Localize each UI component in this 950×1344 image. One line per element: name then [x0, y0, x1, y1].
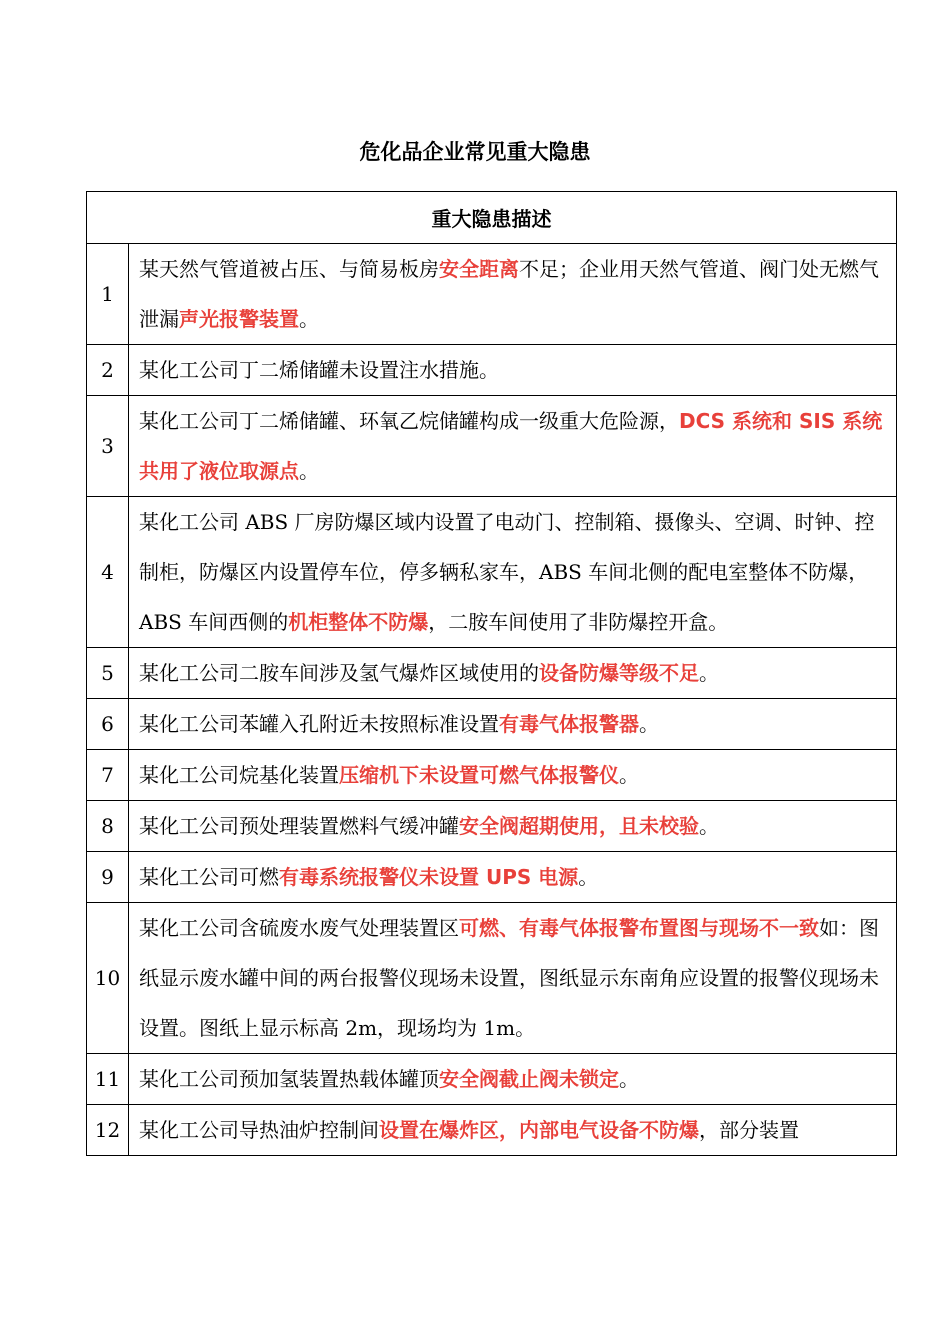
- description-text: 某化工公司导热油炉控制间: [139, 1118, 379, 1142]
- row-number: 6: [87, 699, 129, 750]
- description-text: 。: [619, 763, 639, 787]
- table-body: [87, 244, 897, 1156]
- description-text: 某化工公司丁二烯储罐、环氧乙烷储罐构成一级重大危险源，: [139, 409, 679, 433]
- description-text: 某化工公司烷基化装置: [139, 763, 339, 787]
- description-text: 某化工公司苯罐入孔附近未按照标准设置: [139, 712, 499, 736]
- highlighted-text: 有毒气体报警器: [499, 712, 639, 736]
- table-row: [87, 648, 897, 699]
- row-description: [129, 345, 897, 396]
- description-text: 。: [639, 712, 659, 736]
- highlighted-text: DCS 系统和 SIS 系统共用了液位取源点: [139, 409, 883, 483]
- description-text: 某化工公司预处理装置燃料气缓冲罐: [139, 814, 459, 838]
- highlighted-text: 安全阀超期使用，且未校验: [459, 814, 699, 838]
- description-text: 。: [578, 865, 599, 889]
- highlighted-text: 机柜整体不防爆: [288, 610, 429, 634]
- table-row: [87, 345, 897, 396]
- row-number: 4: [87, 497, 129, 648]
- highlighted-text: 设备防爆等级不足: [539, 661, 699, 685]
- hazard-table: [86, 191, 897, 1156]
- table-row: [87, 1054, 897, 1105]
- table-row: [87, 750, 897, 801]
- description-text: 某化工公司含硫废水废气处理装置区: [139, 916, 459, 940]
- row-description: [129, 244, 897, 345]
- row-number: 11: [87, 1054, 129, 1105]
- description-text: ，二胺车间使用了非防爆控开盒。: [428, 610, 729, 634]
- row-number: 2: [87, 345, 129, 396]
- table-row: [87, 852, 897, 903]
- row-description: [129, 903, 897, 1054]
- highlighted-text: 安全阀截止阀未锁定: [439, 1067, 619, 1091]
- table-row: [87, 801, 897, 852]
- description-text: 。: [699, 661, 719, 685]
- highlighted-text: 安全距离: [439, 257, 519, 281]
- table-row: [87, 497, 897, 648]
- row-description: [129, 852, 897, 903]
- table-row: [87, 699, 897, 750]
- description-text: 某化工公司 ABS 厂房防爆区域内设置了电动门、控制箱、摄像头、空调、时钟、控制柜，防爆区内设置停车位，停多辆私家车，ABS 车间北侧的配电室整体不防爆，ABS 车间西侧的: [139, 510, 875, 634]
- row-number: 10: [87, 903, 129, 1054]
- table-row: [87, 244, 897, 345]
- row-number: 1: [87, 244, 129, 345]
- highlighted-text: 声光报警装置: [179, 307, 299, 331]
- table-row: [87, 396, 897, 497]
- row-description: [129, 1054, 897, 1105]
- description-text: 某化工公司可燃: [139, 865, 279, 889]
- description-text: ，部分装置: [699, 1118, 799, 1142]
- page-title: 危化品企业常见重大隐患: [359, 140, 591, 164]
- description-text: 。: [619, 1067, 639, 1091]
- description-text: 如：图纸显示废水罐中间的两台报警仪现场未设置，图纸显示东南角应设置的报警仪现场未设置。图纸上显示标高 2m，现场均为 1m。: [139, 916, 879, 1040]
- row-description: [129, 801, 897, 852]
- row-number: 3: [87, 396, 129, 497]
- description-text: 。: [699, 814, 719, 838]
- row-description: [129, 750, 897, 801]
- description-text: 某化工公司二胺车间涉及氢气爆炸区域使用的: [139, 661, 539, 685]
- row-description: [129, 648, 897, 699]
- table-row: [87, 1105, 897, 1156]
- table-row: [87, 903, 897, 1054]
- description-text: 某天然气管道被占压、与简易板房: [139, 257, 439, 281]
- row-description: [129, 396, 897, 497]
- row-number: 8: [87, 801, 129, 852]
- row-description: [129, 497, 897, 648]
- highlighted-text: 可燃、有毒气体报警布置图与现场不一致: [459, 916, 819, 940]
- row-number: 5: [87, 648, 129, 699]
- description-text: 。: [299, 459, 319, 483]
- description-text: 某化工公司预加氢装置热载体罐顶: [139, 1067, 439, 1091]
- description-text: 某化工公司丁二烯储罐未设置注水措施。: [139, 358, 499, 382]
- highlighted-text: 有毒系统报警仪未设置 UPS 电源: [279, 865, 579, 889]
- row-description: [129, 699, 897, 750]
- description-text: 。: [299, 307, 319, 331]
- row-number: 12: [87, 1105, 129, 1156]
- row-number: 7: [87, 750, 129, 801]
- description-text: 不足；企业用天然气管道、阀门处无燃气泄漏: [139, 257, 879, 331]
- row-description: [129, 1105, 897, 1156]
- table-header-row: [87, 192, 897, 244]
- highlighted-text: 压缩机下未设置可燃气体报警仪: [339, 763, 619, 787]
- highlighted-text: 设置在爆炸区，内部电气设备不防爆: [379, 1118, 699, 1142]
- table-header: 重大隐患描述: [87, 192, 897, 244]
- row-number: 9: [87, 852, 129, 903]
